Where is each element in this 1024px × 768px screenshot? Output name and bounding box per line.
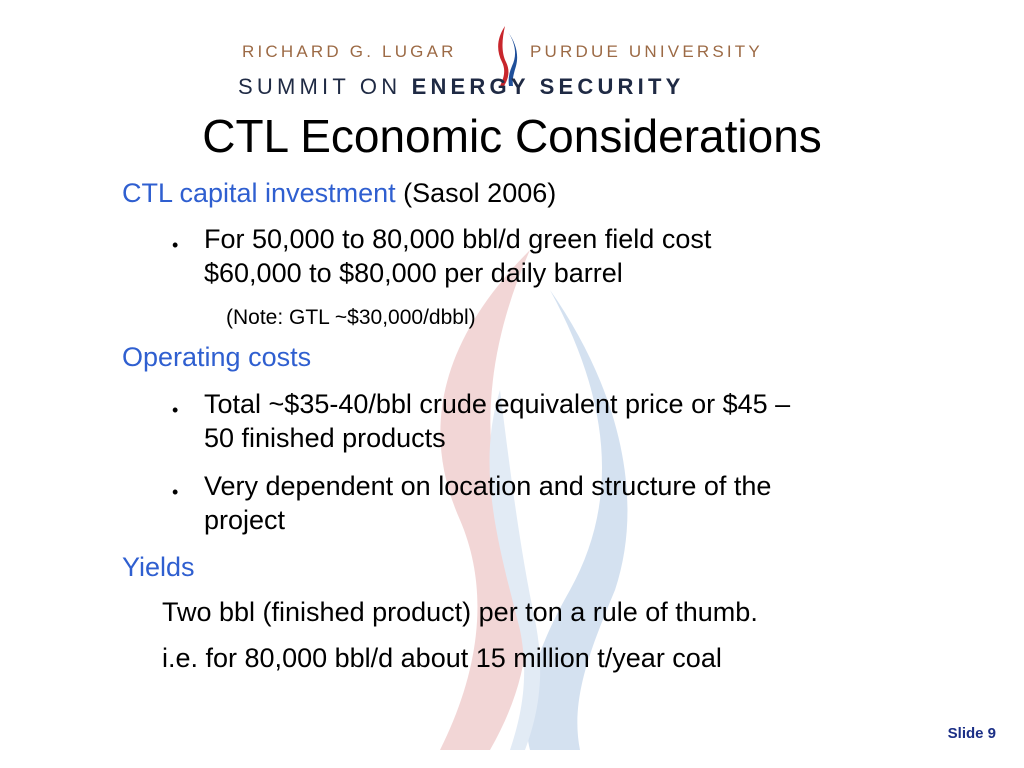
capital-bullet1-line2: $60,000 to $80,000 per daily barrel [204, 258, 623, 288]
operating-bullet2-line1: Very dependent on location and structure of the [204, 471, 772, 501]
operating-bullet1-line1: Total ~$35-40/bbl crude equivalent price or $45 – [204, 389, 791, 419]
slide-title: CTL Economic Considerations [202, 110, 822, 162]
operating-bullet2-line2: project [204, 505, 286, 535]
capital-heading: CTL capital investment [122, 178, 396, 208]
capital-bullet1-line1: For 50,000 to 80,000 bbl/d green field cost [204, 224, 712, 254]
yields-line2: i.e. for 80,000 bbl/d about 15 million t/year coal [162, 643, 722, 673]
capital-heading-line [122, 178, 556, 209]
yields-heading: Yields [122, 552, 195, 582]
operating-bullet1-line2: 50 finished products [204, 423, 446, 453]
bullet-icon: • [172, 482, 179, 502]
logo-right-text: PURDUE UNIVERSITY [530, 42, 763, 61]
operating-heading: Operating costs [122, 342, 312, 372]
yields-line1: Two bbl (finished product) per ton a rule of thumb. [162, 597, 758, 627]
logo-left-text: RICHARD G. LUGAR [242, 42, 457, 61]
bullet-icon: • [172, 400, 179, 420]
logo-summit-bold: ENERGY SECURITY [411, 74, 685, 99]
logo-summit-regular: SUMMIT ON [238, 74, 402, 99]
capital-note: (Note: GTL ~$30,000/dbbl) [226, 306, 476, 329]
capital-heading-suffix: (Sasol 2006) [403, 178, 557, 208]
bullet-icon: • [172, 235, 179, 255]
slide-number: Slide 9 [947, 725, 996, 742]
